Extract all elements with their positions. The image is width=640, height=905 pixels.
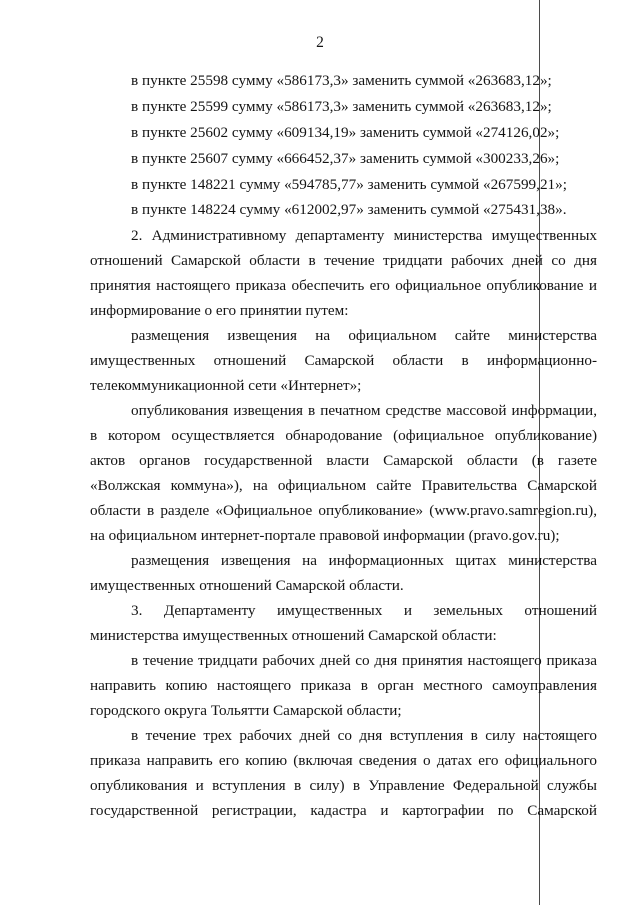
text-line: размещения извещения на официальном сайте министерства [131, 327, 597, 344]
text-line: опубликования и вступления в силу) в Управление Федеральной службы [90, 777, 597, 794]
text-line: на официальном интернет-портале правовой информации (pravo.gov.ru); [90, 527, 560, 544]
page-number: 2 [316, 34, 324, 51]
text-line: в пункте 25599 сумму «586173,3» заменить суммой «263683,12»; [131, 98, 552, 115]
text-line: информирование о его принятии путем: [90, 302, 349, 319]
text-line: актов органов государственной власти Самарской области (в газете [90, 452, 597, 469]
text-line: области в разделе «Официальное опубликование» (www.pravo.samregion.ru), [90, 502, 597, 519]
text-line: в течение тридцати рабочих дней со дня принятия настоящего приказа [131, 652, 597, 669]
text-line: в котором осуществляется обнародование (официальное опубликование) [90, 427, 597, 444]
text-line: имущественных отношений Самарской области в информационно- [90, 352, 597, 369]
text-line: размещения извещения на информационных щитах министерства [131, 552, 597, 569]
text-line: министерства имущественных отношений Самарской области: [90, 627, 497, 644]
text-line: принятия настоящего приказа обеспечить его официальное опубликование и [90, 277, 597, 294]
text-line: направить копию настоящего приказа в орган местного самоуправления [90, 677, 597, 694]
text-line: государственной регистрации, кадастра и картографии по Самарской [90, 802, 597, 819]
text-line: 3. Департаменту имущественных и земельных отношений [131, 602, 597, 619]
text-line: опубликования извещения в печатном средстве массовой информации, [131, 402, 597, 419]
text-line: «Волжская коммуна»), на официальном сайте Правительства Самарской [90, 477, 597, 494]
text-line: в пункте 25598 сумму «586173,3» заменить суммой «263683,12»; [131, 72, 552, 89]
text-line: отношений Самарской области в течение тридцати рабочих дней со дня [90, 252, 597, 269]
text-line: приказа направить его копию (включая сведения о датах его официального [90, 752, 597, 769]
text-line: в пункте 25607 сумму «666452,37» заменить суммой «300233,26»; [131, 150, 560, 167]
text-line: в течение трех рабочих дней со дня вступления в силу настоящего [131, 727, 597, 744]
text-line: в пункте 25602 сумму «609134,19» заменить суммой «274126,02»; [131, 124, 560, 141]
text-line: в пункте 148221 сумму «594785,77» заменить суммой «267599,21»; [131, 176, 567, 193]
text-line: городского округа Тольятти Самарской области; [90, 702, 402, 719]
text-line: имущественных отношений Самарской области. [90, 577, 404, 594]
text-line: в пункте 148224 сумму «612002,97» заменить суммой «275431,38». [131, 201, 567, 218]
text-line: телекоммуникационной сети «Интернет»; [90, 377, 362, 394]
text-line: 2. Административному департаменту министерства имущественных [131, 227, 597, 244]
